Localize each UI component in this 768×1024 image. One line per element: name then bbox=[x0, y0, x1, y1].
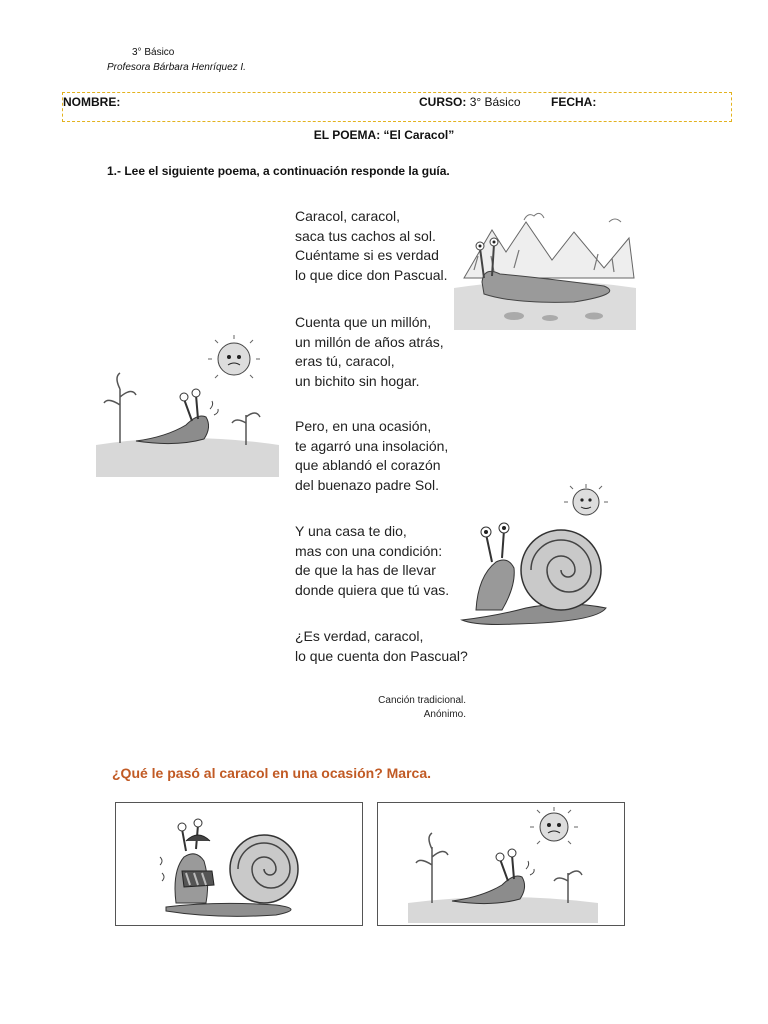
slug-sun-plants-illustration bbox=[408, 807, 598, 923]
poem-line: donde quiera que tú vas. bbox=[295, 581, 450, 598]
poem-stanza-5 bbox=[295, 627, 468, 666]
poem-stanza-2 bbox=[295, 313, 444, 391]
course-value: 3° Básico bbox=[469, 95, 521, 109]
poem-credit bbox=[378, 694, 466, 722]
snail-mountains-illustration bbox=[454, 208, 636, 330]
poem-line: te agarró una insolación, bbox=[295, 437, 449, 454]
poem-line: del buenazo padre Sol. bbox=[295, 476, 439, 493]
poem-line: un millón de años atrás, bbox=[295, 333, 444, 350]
poem-line: que ablandó el corazón bbox=[295, 457, 441, 473]
credit-line: Canción tradicional. bbox=[378, 695, 466, 706]
poem-stanza-1 bbox=[295, 207, 448, 285]
snail-shell-sun-illustration bbox=[456, 482, 616, 628]
poem-line: Pero, en una ocasión, bbox=[295, 418, 432, 434]
header-teacher: Profesora Bárbara Henríquez I. bbox=[107, 62, 246, 73]
poem-line: lo que cuenta don Pascual? bbox=[295, 647, 468, 664]
date-label: FECHA: bbox=[551, 95, 597, 109]
cold-snail-scarf-illustration bbox=[156, 811, 326, 919]
poem-line: Cuenta que un millón, bbox=[295, 314, 432, 330]
credit-line: Anónimo. bbox=[423, 709, 466, 720]
slug-sun-plants-illustration bbox=[96, 335, 279, 477]
answer-option-sunstroke-snail[interactable] bbox=[377, 802, 625, 926]
course-label-wrap bbox=[419, 95, 521, 109]
header-grade: 3° Básico bbox=[132, 47, 175, 58]
poem-stanza-4 bbox=[295, 522, 449, 600]
poem-line: Y una casa te dio, bbox=[295, 523, 407, 539]
question-text: ¿Qué le pasó al caracol en una ocasión? Marca. bbox=[112, 765, 431, 781]
poem-line: eras tú, caracol, bbox=[295, 353, 395, 369]
poem-line: ¿Es verdad, caracol, bbox=[295, 628, 424, 644]
page-title: EL POEMA: “El Caracol” bbox=[313, 128, 455, 142]
answer-option-cold-snail[interactable] bbox=[115, 802, 363, 926]
poem-line: mas con una condición: bbox=[295, 542, 443, 559]
poem-line: lo que dice don Pascual. bbox=[295, 266, 448, 283]
instruction-text: 1.- Lee el siguiente poema, a continuación responde la guía. bbox=[107, 164, 450, 178]
poem-line: un bichito sin hogar. bbox=[295, 372, 420, 389]
course-label: CURSO: bbox=[419, 95, 467, 109]
name-label: NOMBRE: bbox=[63, 95, 121, 109]
poem-line: saca tus cachos al sol. bbox=[295, 227, 436, 244]
poem-line: Caracol, caracol, bbox=[295, 208, 401, 224]
student-info-box[interactable] bbox=[62, 92, 732, 122]
poem-line: de que la has de llevar bbox=[295, 562, 436, 578]
poem-line: Cuéntame si es verdad bbox=[295, 247, 439, 263]
poem-stanza-3 bbox=[295, 417, 448, 495]
